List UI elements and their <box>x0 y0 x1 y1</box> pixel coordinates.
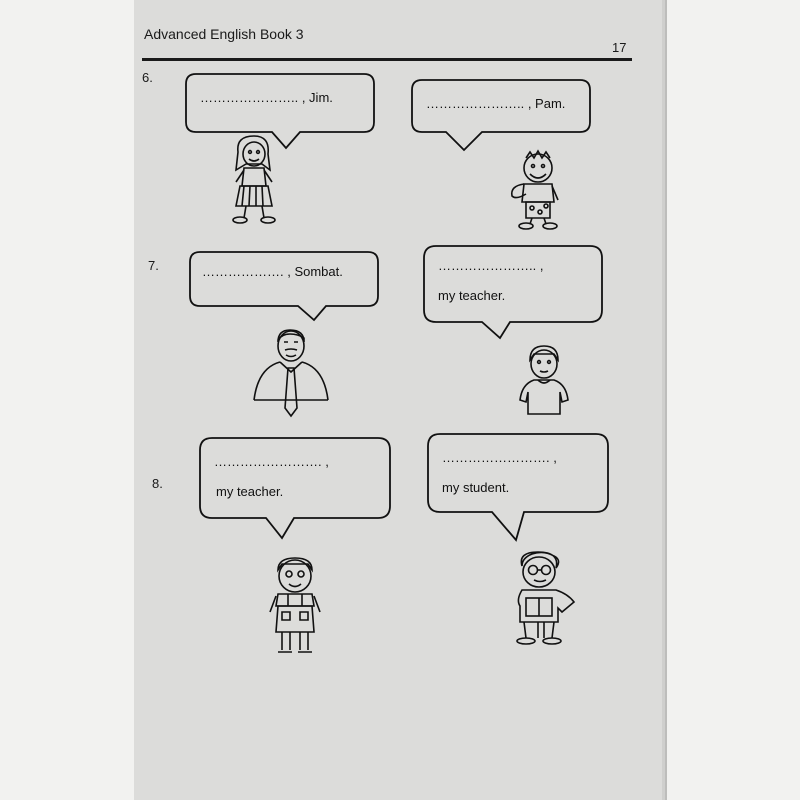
bubble-8-right-line2: my student. <box>442 480 510 495</box>
chubby-boy-figure <box>268 556 322 660</box>
boy-figure <box>506 150 568 230</box>
bubble-8-left-line2: my teacher. <box>216 484 284 499</box>
worksheet-page <box>134 0 662 800</box>
bubble-8-left-line1: ……………………. , <box>214 454 329 469</box>
exercise-number-8: 8. <box>152 476 163 491</box>
exercise-number-7: 7. <box>148 258 159 273</box>
boy-student-figure <box>516 344 572 420</box>
bubble-7-right-line1: ………………….. , <box>438 258 544 273</box>
bubble-7-right-line2: my teacher. <box>438 288 506 303</box>
speech-bubble-7-left <box>190 252 378 320</box>
bubble-6-left-text: ………………….. , Jim. <box>200 90 333 105</box>
page-number: 17 <box>612 40 627 55</box>
exercise-number-6: 6. <box>142 70 153 85</box>
speech-bubbles-layer <box>134 0 662 800</box>
bubble-6-right-text: ………………….. , Pam. <box>426 96 566 111</box>
girl-figure <box>226 134 286 226</box>
teacher-with-book-figure <box>504 550 584 648</box>
bubble-8-right-line1: ……………………. , <box>442 450 557 465</box>
man-with-tie-figure <box>250 328 332 420</box>
speech-bubble-6-right <box>412 80 590 150</box>
bubble-7-left-text: ………………. , Sombat. <box>202 264 343 279</box>
book-title: Advanced English Book 3 <box>144 26 304 42</box>
